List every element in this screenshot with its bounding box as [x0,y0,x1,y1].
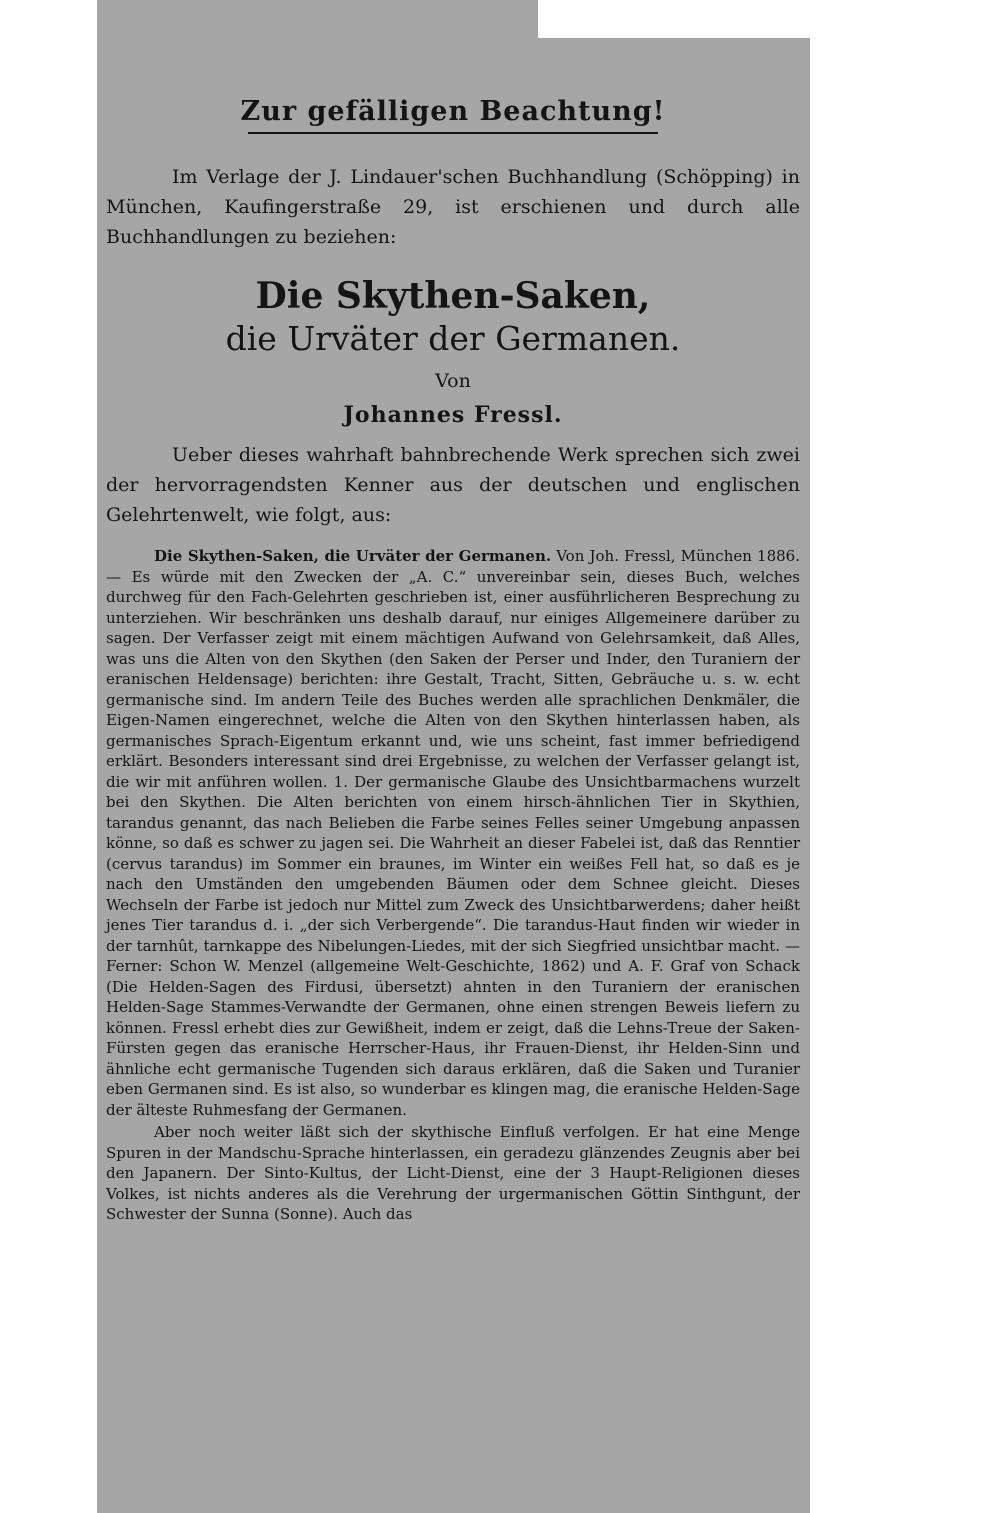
book-subtitle: die Urväter der Germanen. [225,319,681,358]
review-text: Von Joh. Fressl, München 1886. — Es würde mit den Zwecken der „A. C.“ unvereinbar sein, dieses Buch, welches durchweg für den Fach-Gelehrten geschrieben ist, einer ausführlicheren Besprechung zu unterziehen. Wir beschränken uns deshalb darauf, nur einiges Allgemeinere darüber zu sagen. Der Verfasser zeigt mit einem mächtigen Aufwand von Gelehrsamkeit, daß Alles, was uns die Alten von den Skythen (den Saken der Perser und Inder, den Turaniern der eranischen Heldensage) berichten: ihre Gestalt, Tracht, Sitten, Gebräuche u. s. w. echt germanische sind. Im andern Teile des Buches werden alle sprachlichen Denkmäler, die Eigen-Namen eingerechnet, welche die Alten von den Skythen hinterlassen haben, als germanisches Sprach-Eigentum erkannt und, wie uns scheint, fast immer befriedigend erklärt. Besonders interessant sind drei Ergebnisse, zu welchen der Verfasser gelangt ist, die wir mit anführen wollen. 1. Der germanische Glaube des Unsichtbarmachens wurzelt bei den Skythen. Die Alten berichten von einem hirsch-ähnlichen Tier in Skythien, tarandus genannt, das nach Belieben die Farbe seines Felles seiner Umgebung anpassen könne, so daß es schwer zu jagen sei. Die Wahrheit an dieser Fabelei ist, daß das Renntier (cervus tarandus) im Sommer ein braunes, im Winter ein weißes Fell hat, so daß es je nach den Umständen den umgebenden Bäumen oder dem Schnee gleicht. Dieses Wechseln der Farbe ist jedoch nur Mittel zum Zweck des Unsichtbarwerdens; daher heißt jenes Tier tarandus d. i. „der sich Verbergende“. Die tarandus-Haut finden wir wieder in der tarnhût, tarnkappe des Nibelungen-Liedes, mit der sich Siegfried unsichtbar macht. — Ferner: Schon W. Menzel (allgemeine Welt-Geschichte, 1862) und A. F. Graf von Schack (Die Helden-Sagen des Firdusi, übersetzt) ahnten in den Turaniern der eranischen Helden-Sage Stammes-Verwandte der Germanen, ohne einen strengen Beweis liefern zu können. Fressl erhebt dies zur Gewißheit, indem er zeigt, daß die Lehns-Treue der Saken-Fürsten gegen das eranische Herrscher-Haus, ihr Frauen-Dienst, ihr Helden-Sinn und ähnliche echt germanische Tugenden sich daraus erklären, daß die Saken und Turanier eben Germanen sind. Es ist also, so wunderbar es klingen mag, die eranische Helden-Sage der älteste Ruhmesfang der Germanen. [106,547,800,1119]
book-author: Johannes Fressl. [343,402,563,428]
lead-paragraph: Ueber dieses wahrhaft bahnbrechende Werk sprechen sich zwei der hervorragendsten Kenner aus der deutschen und englischen Gelehrtenwelt, wie folgt, aus: [106,444,800,526]
page-corner-cutout [538,0,810,38]
document-body [106,94,800,1225]
publisher-notice: Im Verlage der J. Lindauer'schen Buchhandlung (Schöpping) in München, Kaufingerstraße 29, ist erschienen und durch alle Buchhandlungen zu beziehen: [106,166,800,248]
review-title: Die Skythen-Saken, die Urväter der Germanen. [154,547,552,565]
heading-underline [248,132,658,134]
byline-von: Von [435,370,471,392]
book-title: Die Skythen-Saken, [255,275,651,317]
notice-heading: Zur gefälligen Beachtung! [240,96,666,127]
review-paragraph [106,546,800,1120]
review-continuation: Aber noch weiter läßt sich der skythische Einfluß verfolgen. Er hat eine Menge Spuren in der Mandschu-Sprache hinterlassen, ein geradezu glänzendes Zeugnis aber bei den Japanern. Der Sinto-Kultus, der Licht-Dienst, eine der 3 Haupt-Religionen dieses Volkes, ist nichts anderes als die Verehrung der urgermanischen Göttin Sinthgunt, der Schwester der Sunna (Sonne). Auch das [106,1123,800,1223]
